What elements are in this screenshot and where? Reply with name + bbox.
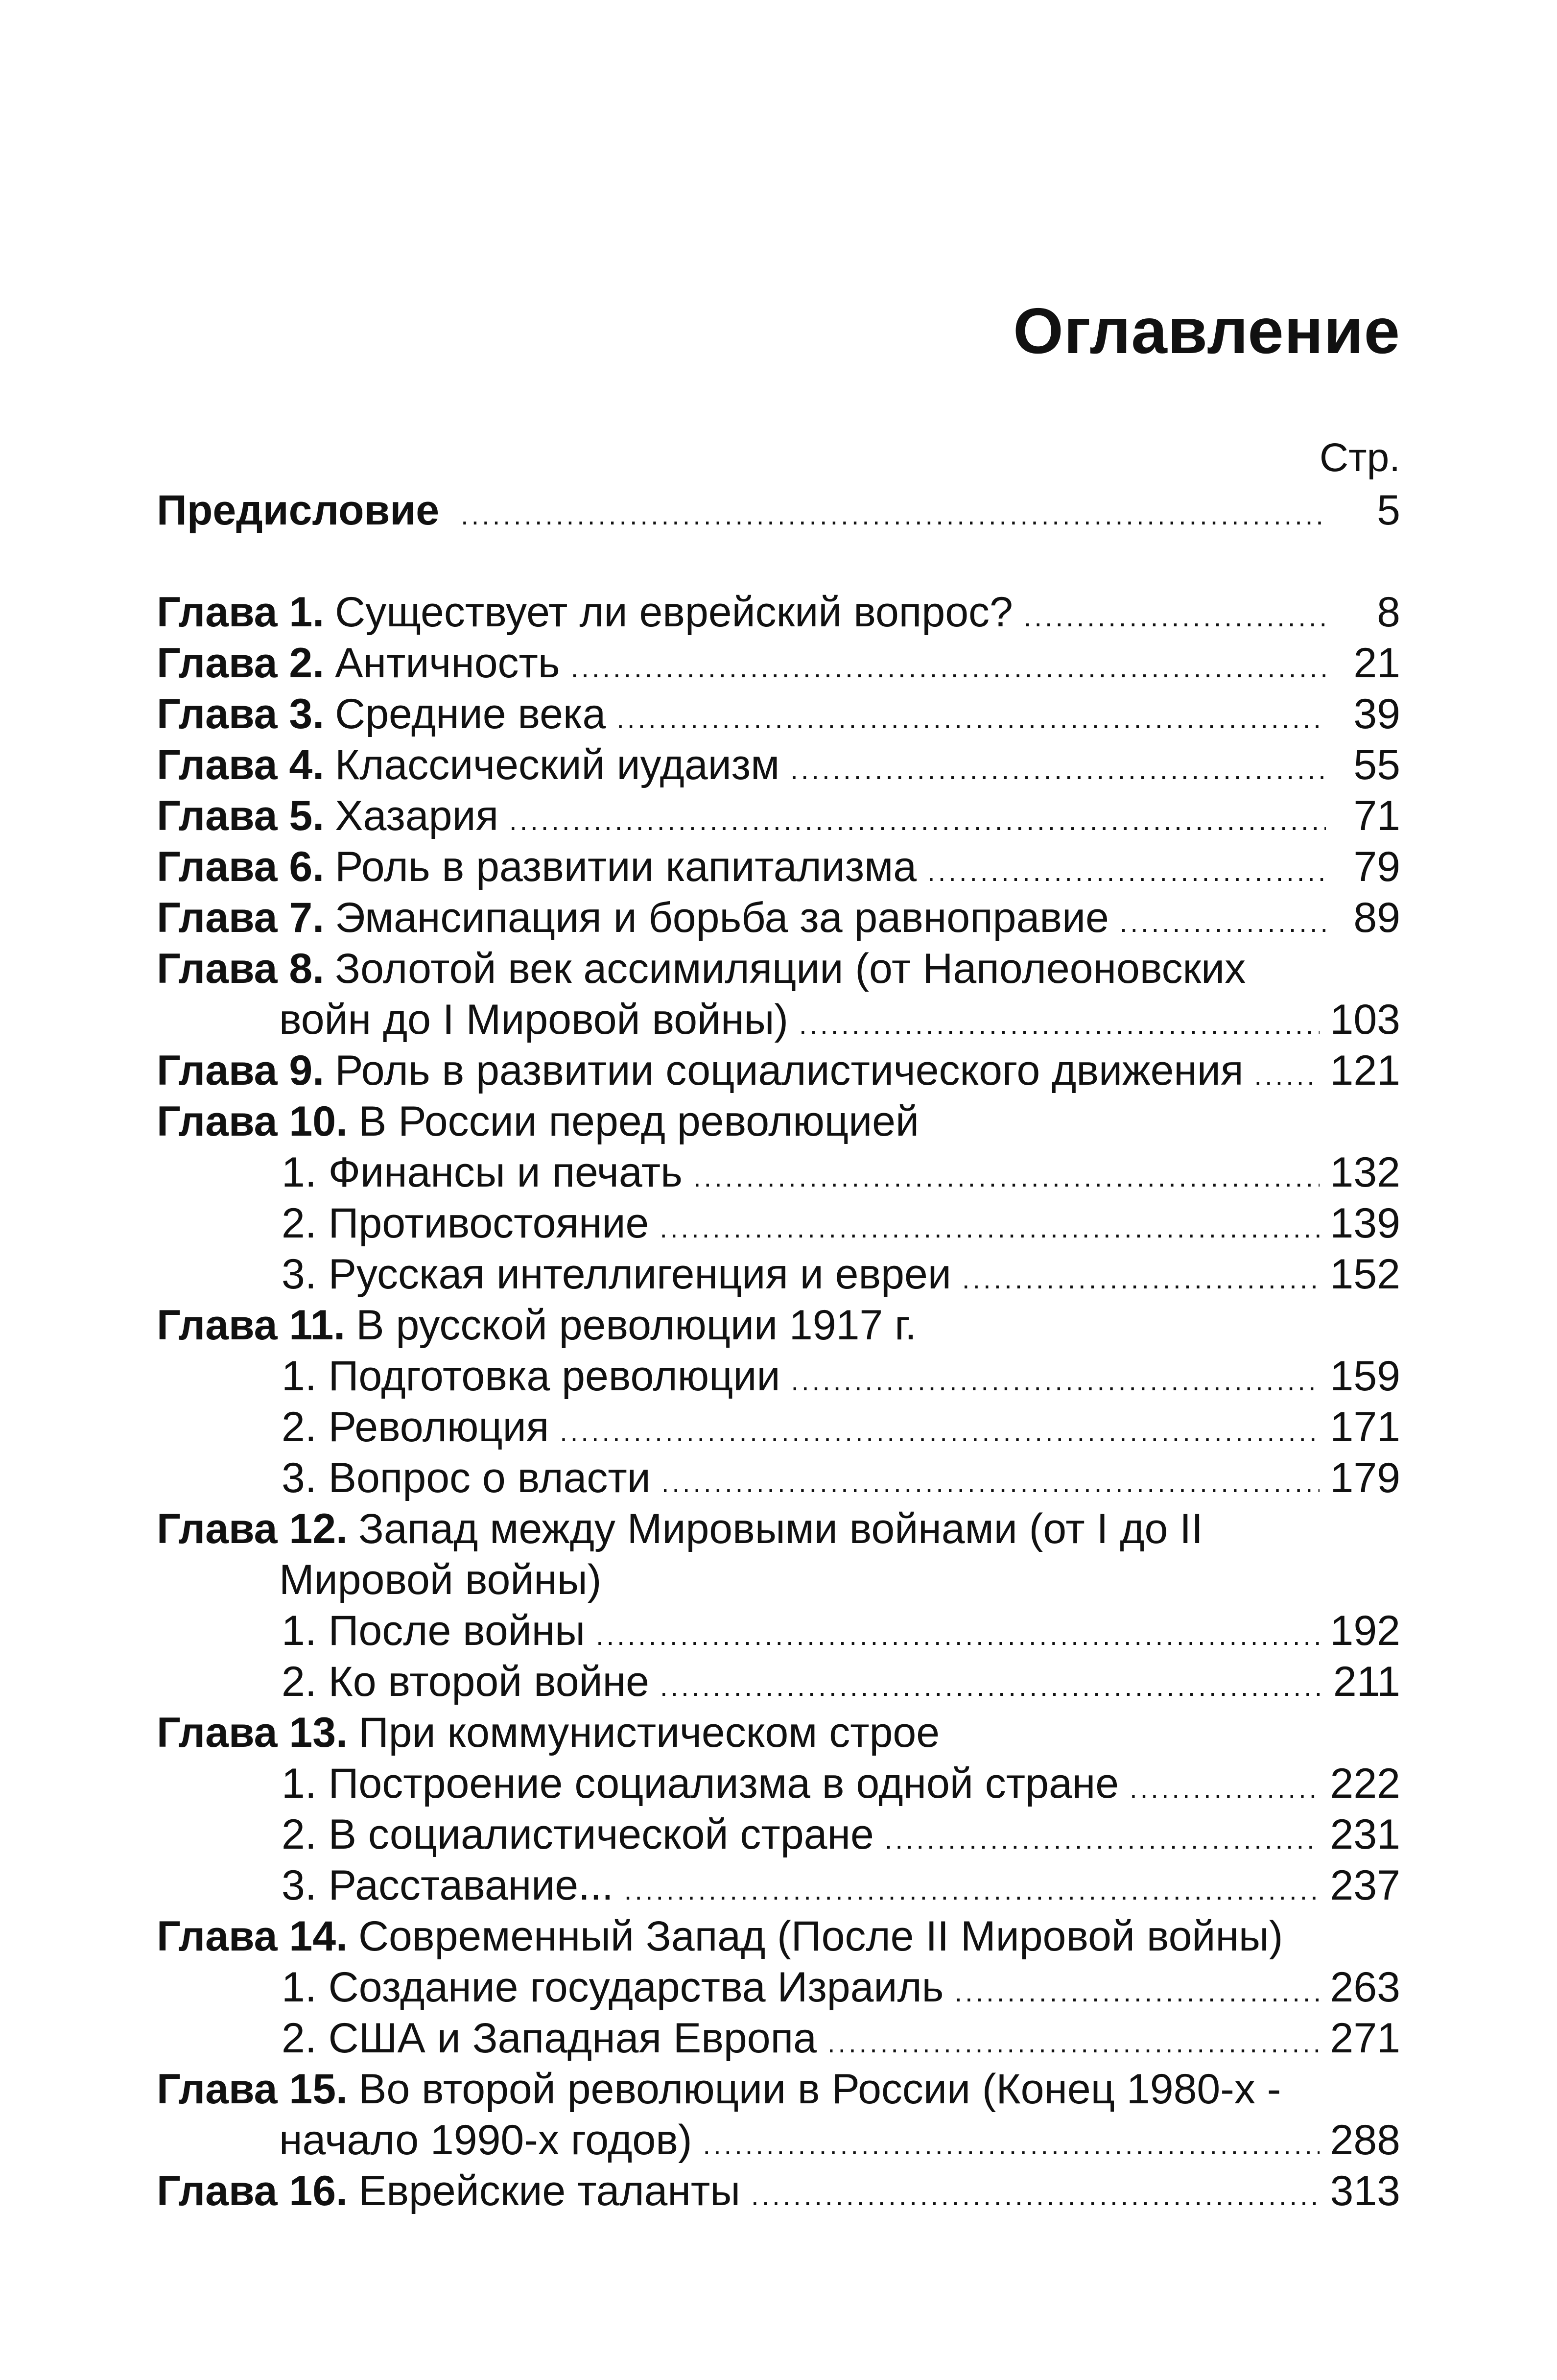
dot-leader [1130, 1763, 1319, 1814]
toc-entry-title: При коммунистическом строе [358, 1709, 940, 1756]
dot-leader [799, 999, 1319, 1050]
toc-subentry-12-2[interactable] [157, 1656, 1400, 1707]
toc-subentry-11-1[interactable] [157, 1351, 1400, 1402]
toc-entry-chapter-10[interactable] [157, 1096, 1400, 1147]
toc-entry-chapter-8-continuation[interactable] [157, 994, 1400, 1045]
toc-entry-title: Мировой войны) [279, 1556, 602, 1603]
toc-subentry-13-3[interactable] [157, 1860, 1400, 1911]
toc-entry-label: Глава 2. [157, 640, 325, 687]
dot-leader [661, 1457, 1320, 1508]
toc-entry-title: 2. Противостояние [282, 1200, 649, 1247]
toc-entry-label: Предисловие [157, 487, 440, 534]
dot-leader [1254, 1050, 1320, 1101]
toc-entry-label: Глава 15. [157, 2066, 348, 2113]
toc-entry-label: Глава 7. [157, 894, 325, 941]
dot-leader [751, 2170, 1319, 2221]
toc-page-number: 132 [1330, 1149, 1400, 1196]
dot-leader [1120, 897, 1326, 948]
toc-subentry-10-3[interactable] [157, 1249, 1400, 1300]
toc-page-number: 89 [1353, 894, 1400, 941]
dot-leader [1024, 592, 1326, 643]
toc-subentry-14-2[interactable] [157, 2013, 1400, 2064]
toc-page-number: 211 [1333, 1658, 1400, 1705]
dot-leader [616, 693, 1326, 744]
toc-entry-label: Глава 9. [157, 1047, 325, 1094]
toc-page-number: 192 [1330, 1607, 1400, 1654]
toc-subentry-12-1[interactable] [157, 1605, 1400, 1656]
toc-entry-title: Эмансипация и борьба за равноправие [335, 894, 1109, 941]
toc-entry-title: 1. Финансы и печать [282, 1149, 683, 1196]
toc-subentry-11-2[interactable] [157, 1402, 1400, 1452]
toc-subentry-11-3[interactable] [157, 1452, 1400, 1503]
toc-entry-preface[interactable] [157, 485, 1400, 536]
toc-entry-chapter-3[interactable] [157, 689, 1400, 739]
toc-entry-title: 1. Подготовка революции [282, 1353, 780, 1400]
toc-entry-title: Современный Запад (После II Мировой войны) [358, 1913, 1283, 1960]
toc-entry-chapter-12-continuation[interactable] [157, 1554, 1400, 1605]
dot-leader [624, 1865, 1320, 1916]
dot-leader [790, 744, 1326, 795]
toc-entry-chapter-13[interactable] [157, 1707, 1400, 1758]
toc-entry-chapter-15[interactable] [157, 2064, 1400, 2115]
toc-entry-chapter-4[interactable] [157, 739, 1400, 790]
toc-entry-label: Глава 12. [157, 1505, 348, 1552]
toc-subentry-13-2[interactable] [157, 1809, 1400, 1860]
toc-entry-label: Глава 6. [157, 843, 325, 890]
toc-page-number: 8 [1377, 589, 1400, 636]
toc-entry-label: Глава 4. [157, 741, 325, 788]
toc-entry-title: Еврейские таланты [358, 2167, 741, 2214]
toc-entry-label: Глава 3. [157, 690, 325, 738]
dot-leader [596, 1610, 1319, 1661]
toc-page-number: 171 [1330, 1404, 1400, 1451]
toc-entry-chapter-2[interactable] [157, 638, 1400, 689]
toc-entry-title: Золотой век ассимиляции (от Наполеоновских [335, 945, 1246, 992]
table-of-contents [157, 431, 1400, 2216]
toc-entry-chapter-1[interactable] [157, 587, 1400, 638]
toc-page-number: 179 [1330, 1454, 1400, 1501]
toc-page-number: 263 [1330, 1964, 1400, 2011]
dot-leader [461, 490, 1326, 541]
toc-entry-label: Глава 1. [157, 589, 325, 636]
toc-entry-title: Хазария [335, 792, 499, 839]
dot-leader [954, 1967, 1319, 2018]
toc-entry-label: Глава 13. [157, 1709, 348, 1756]
toc-page-number: 237 [1330, 1862, 1400, 1909]
toc-entry-title: Роль в развитии социалистического движения [335, 1047, 1244, 1094]
toc-entry-title: Существует ли еврейский вопрос? [335, 589, 1013, 636]
toc-entry-title: 2. В социалистической стране [282, 1811, 874, 1858]
toc-entry-label: Глава 16. [157, 2167, 348, 2214]
dot-leader [509, 795, 1326, 846]
toc-page-number: 271 [1330, 2015, 1400, 2062]
toc-page-number: 139 [1330, 1200, 1400, 1247]
toc-entry-label: Глава 10. [157, 1098, 348, 1145]
pages-column-header: Стр. [1319, 435, 1400, 480]
toc-entry-chapter-14[interactable] [157, 1911, 1400, 1962]
toc-entry-title: 3. Русская интеллигенция и евреи [282, 1251, 951, 1298]
toc-subentry-10-2[interactable] [157, 1198, 1400, 1249]
toc-page-number: 222 [1330, 1760, 1400, 1807]
toc-entry-title: Запад между Мировыми войнами (от I до II [358, 1505, 1203, 1552]
toc-subentry-10-1[interactable] [157, 1147, 1400, 1198]
dot-leader [660, 1661, 1322, 1712]
dot-leader [927, 846, 1326, 897]
dot-leader [885, 1814, 1320, 1865]
toc-entry-title: начало 1990-х годов) [279, 2117, 692, 2164]
toc-entry-title: Классический иудаизм [335, 741, 780, 788]
toc-entry-chapter-5[interactable] [157, 790, 1400, 841]
toc-entry-label: Глава 14. [157, 1913, 348, 1960]
toc-page-number: 5 [1377, 487, 1400, 534]
toc-entry-label: Глава 5. [157, 792, 325, 839]
dot-leader [962, 1254, 1320, 1305]
toc-page-number: 313 [1330, 2167, 1400, 2214]
toc-page-number: 159 [1330, 1353, 1400, 1400]
toc-entry-title: 1. После войны [282, 1607, 586, 1654]
dot-leader [693, 1152, 1320, 1203]
toc-entry-chapter-7[interactable] [157, 892, 1400, 943]
toc-page-number: 103 [1330, 996, 1400, 1043]
dot-leader [703, 2119, 1320, 2170]
toc-entry-title: Роль в развитии капитализма [335, 843, 917, 890]
toc-entry-chapter-16[interactable] [157, 2166, 1400, 2216]
toc-entry-chapter-9[interactable] [157, 1045, 1400, 1096]
toc-entry-title: 1. Создание государства Израиль [282, 1964, 944, 2011]
toc-page-number: 121 [1330, 1047, 1400, 1094]
toc-subentry-14-1[interactable] [157, 1962, 1400, 2013]
toc-entry-title: Средние века [335, 690, 606, 738]
toc-page-number: 71 [1353, 792, 1400, 839]
toc-page-number: 21 [1353, 640, 1400, 687]
toc-entry-title: Во второй революции в России (Конец 1980-х - [358, 2066, 1281, 2113]
toc-subentry-13-1[interactable] [157, 1758, 1400, 1809]
toc-entry-chapter-8[interactable] [157, 943, 1400, 994]
toc-entry-title: В России перед революцией [358, 1098, 919, 1145]
toc-entry-chapter-6[interactable] [157, 841, 1400, 892]
toc-entry-title: 2. США и Западная Европа [282, 2015, 817, 2062]
toc-page-number: 55 [1353, 741, 1400, 788]
toc-entry-title: 1. Построение социализма в одной стране [282, 1760, 1119, 1807]
dot-leader [827, 2018, 1320, 2069]
toc-entry-title: 3. Вопрос о власти [282, 1454, 651, 1501]
toc-entry-chapter-12[interactable] [157, 1503, 1400, 1554]
dot-leader [560, 1406, 1319, 1457]
toc-page-number: 231 [1330, 1811, 1400, 1858]
dot-leader [660, 1203, 1319, 1254]
toc-page-number: 152 [1330, 1251, 1400, 1298]
dot-leader [571, 643, 1326, 693]
toc-entry-chapter-11[interactable] [157, 1300, 1400, 1351]
toc-entry-title: В русской революции 1917 г. [356, 1302, 917, 1349]
toc-entry-title: 2. Революция [282, 1404, 549, 1451]
toc-page-number: 79 [1353, 843, 1400, 890]
toc-entry-label: Глава 11. [157, 1302, 346, 1349]
toc-entry-chapter-15-continuation[interactable] [157, 2115, 1400, 2166]
toc-entry-label: Глава 8. [157, 945, 325, 992]
toc-entry-title: войн до I Мировой войны) [279, 996, 789, 1043]
toc-entry-title: 3. Расставание... [282, 1862, 613, 1909]
toc-entry-title: 2. Ко второй войне [282, 1658, 649, 1705]
dot-leader [791, 1356, 1319, 1406]
toc-page-number: 288 [1330, 2117, 1400, 2164]
page-title: Оглавление [1013, 295, 1400, 367]
toc-entry-title: Античность [335, 640, 560, 687]
toc-page-number: 39 [1353, 690, 1400, 738]
